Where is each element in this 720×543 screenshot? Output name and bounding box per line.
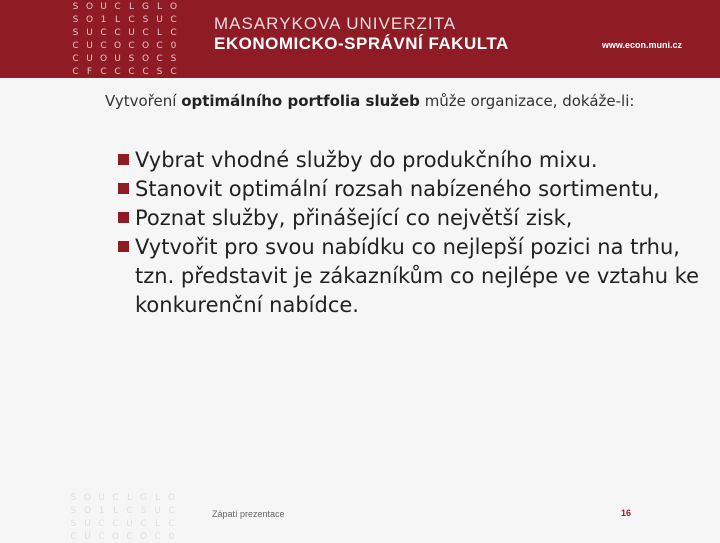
logo-glyph: S [142,15,149,25]
logo-glyph: C [170,28,177,38]
logo-glyph: C [128,41,135,51]
bullet-square-icon [118,212,129,223]
logo-glyph: O [167,493,176,503]
logo-glyph: C [154,532,161,542]
logo-glyph: U [86,54,93,64]
logo-glyph: U [98,493,105,503]
logo-glyph: C [72,67,79,77]
logo-glyph: L [154,519,160,529]
bullet-square-icon [118,241,129,252]
logo-glyph: C [112,519,119,529]
intro-highlight: optimálního portfolia služeb [181,92,420,110]
logo-glyph: S [128,54,135,64]
logo-glyph: L [112,506,118,516]
logo-glyph: C [140,519,147,529]
logo-glyph: C [114,2,121,12]
logo-glyph: U [156,15,163,25]
logo-glyph: U [126,519,133,529]
logo-glyph: C [98,532,105,542]
header-banner [0,0,720,78]
page-number: 16 [621,508,632,518]
intro-text-start: Vytvoření [105,92,182,110]
logo-glyph: C [170,67,177,77]
logo-glyph: O [99,54,108,64]
university-logo-grid [70,2,179,78]
bullet-text: Vytvořit pro svou nabídku co nejlepší pozici na trhu, tzn. představit je zákazníkům co nejlépe ve vztahu ke konkurenční nabídce. [135,235,700,317]
logo-glyph: O [83,493,92,503]
logo-glyph: U [84,519,91,529]
logo-glyph: C [100,28,107,38]
logo-glyph: 1 [98,506,105,516]
logo-glyph: C [114,28,121,38]
logo-glyph: C [142,67,149,77]
bullet-list [118,146,703,320]
bullet-item [118,146,703,175]
logo-glyph: O [85,15,94,25]
logo-glyph: S [72,28,79,38]
intro-paragraph [105,92,695,111]
logo-glyph: U [100,2,107,12]
logo-glyph: U [154,506,161,516]
bullet-text: Vybrat vhodné služby do produkčního mixu. [135,148,598,172]
bullet-item [118,233,703,320]
bullet-item [118,175,703,204]
logo-glyph: C [126,532,133,542]
logo-glyph: C [100,41,107,51]
logo-glyph: C [128,15,135,25]
logo-glyph: S [70,506,77,516]
logo-glyph: 0 [170,41,177,51]
logo-glyph: C [114,67,121,77]
bullet-square-icon [118,154,129,165]
university-name: MASARYKOVA UNIVERZITA [214,14,457,33]
logo-glyph: C [170,15,177,25]
logo-glyph: U [86,28,93,38]
logo-glyph: C [72,41,79,51]
logo-glyph: O [83,506,92,516]
logo-glyph: C [128,67,135,77]
logo-glyph: 0 [168,532,175,542]
logo-glyph: C [168,519,175,529]
logo-glyph: U [86,41,93,51]
logo-glyph: O [169,2,178,12]
logo-glyph: C [100,67,107,77]
footer-text: Zápatí prezentace [212,509,285,519]
logo-glyph: O [111,532,120,542]
logo-glyph: L [128,2,134,12]
logo-glyph: S [72,15,79,25]
logo-glyph: S [140,506,147,516]
logo-glyph: C [98,519,105,529]
logo-glyph: C [126,506,133,516]
logo-glyph: S [170,54,177,64]
faculty-name: EKONOMICKO-SPRÁVNÍ FAKULTA [214,34,509,53]
logo-glyph: U [84,532,91,542]
footer-logo-grid [68,493,177,543]
logo-glyph: C [142,28,149,38]
logo-glyph: C [72,54,79,64]
logo-glyph: L [154,493,160,503]
logo-glyph: U [128,28,135,38]
logo-glyph: C [156,54,163,64]
logo-glyph: F [86,67,93,77]
logo-glyph: C [156,41,163,51]
logo-glyph: L [156,2,162,12]
logo-glyph: O [141,41,150,51]
logo-glyph: C [70,532,77,542]
logo-glyph: O [141,54,150,64]
bullet-item [118,204,703,233]
bullet-text: Stanovit optimální rozsah nabízeného sortimentu, [135,177,660,201]
bullet-square-icon [118,183,129,194]
logo-glyph: S [70,493,77,503]
logo-glyph: G [140,493,147,503]
intro-text-end: může organizace, dokáže-li: [419,92,635,110]
website-url: www.econ.muni.cz [601,40,682,50]
logo-glyph: L [126,493,132,503]
logo-glyph: O [139,532,148,542]
logo-glyph: U [114,54,121,64]
logo-glyph: L [156,28,162,38]
logo-glyph: O [113,41,122,51]
logo-glyph: L [114,15,120,25]
logo-glyph: S [72,2,79,12]
logo-glyph: C [112,493,119,503]
logo-glyph: C [168,506,175,516]
bullet-text: Poznat služby, přinášející co největší zisk, [135,206,573,230]
logo-glyph: S [70,519,77,529]
logo-glyph: G [142,2,149,12]
logo-glyph: 1 [100,15,107,25]
logo-glyph: S [156,67,163,77]
logo-glyph: O [85,2,94,12]
